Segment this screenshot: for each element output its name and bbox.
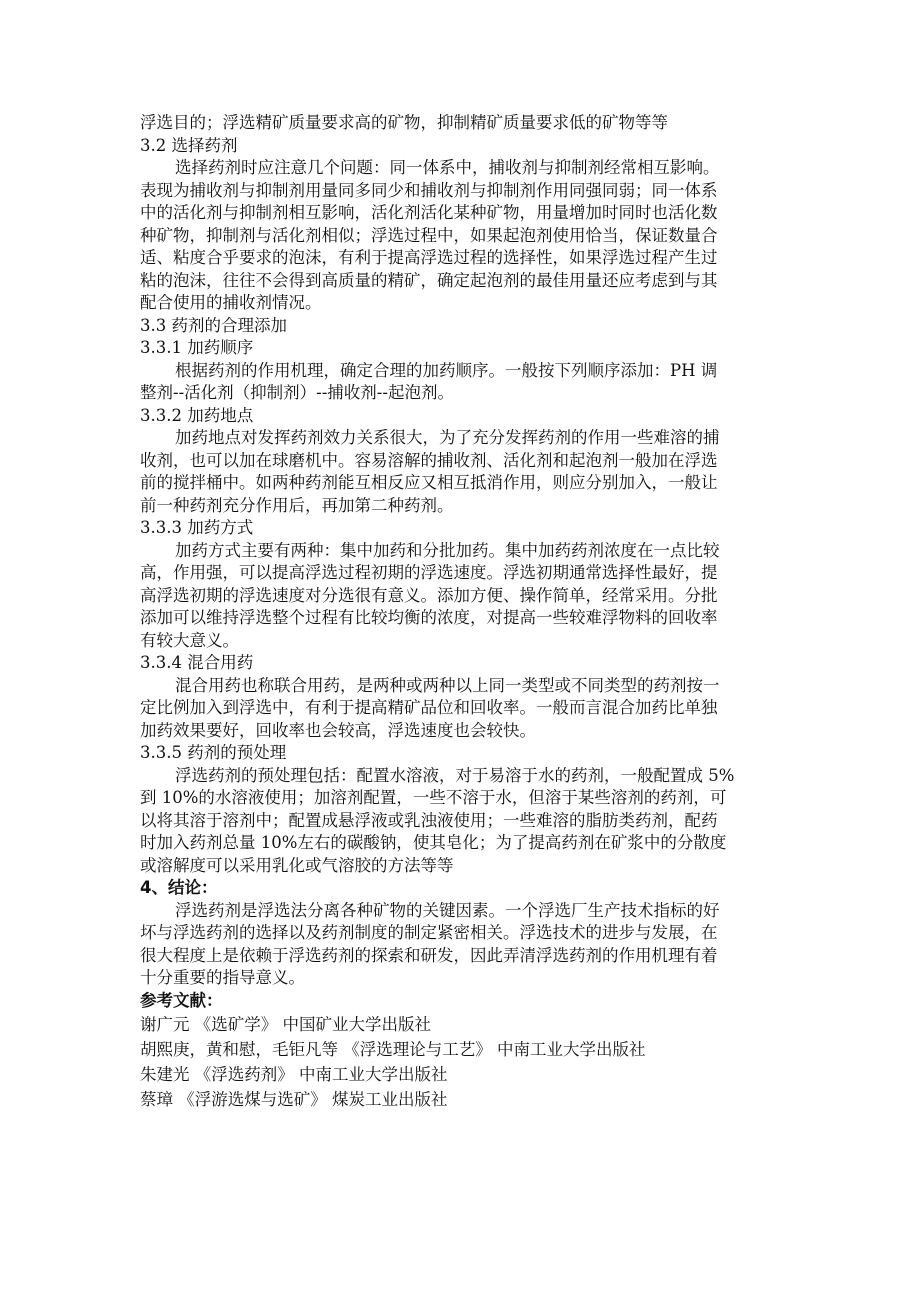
paragraph-line: 时加入药剂总量 10%左右的碳酸钠，使其皂化；为了提高药剂在矿浆中的分散度 [140,833,727,852]
bold-heading: 4、结论： [140,878,218,897]
reference-item: 胡熙庚，黄和慰，毛钜凡等 《浮选理论与工艺》 中南工业大学出版社 [140,1040,646,1059]
bold-heading: 参考文献： [140,990,223,1010]
reference-item: 谢广元 《选矿学》 中国矿业大学出版社 [140,1015,431,1034]
paragraph [140,540,802,653]
section-heading: 3.3.1 加药顺序 [140,338,254,357]
section-heading: 3.3 药剂的合理添加 [140,315,287,335]
paragraph-line: 适、粘度合乎要求的泡沫，有利于提高浮选过程的选择性，如果浮选过程产生过 [140,248,718,267]
document-page [140,112,802,1112]
paragraph [140,157,802,315]
text-line-block [140,112,802,135]
paragraph-line: 十分重要的指导意义。 [140,968,305,987]
paragraph-line: 浮选药剂是浮选法分离各种矿物的关键因素。一个浮选厂生产技术指标的好 [175,900,720,920]
paragraph [140,900,802,990]
paragraph [140,360,802,405]
paragraph-line: 以将其溶于溶剂中；配置成悬浮液或乳浊液使用；一些难溶的脂肪类药剂，配药 [140,810,718,830]
section-heading: 3.2 选择药剂 [140,135,238,155]
paragraph-line: 加药地点对发挥药剂效力关系很大，为了充分发挥药剂的作用一些难溶的捕 [175,428,720,447]
paragraph-line: 加药方式主要有两种：集中加药和分批加药。集中加药药剂浓度在一点比较 [175,540,720,560]
paragraph-line: 很大程度上是依赖于浮选药剂的探索和研发，因此弄清浮选药剂的作用机理有着 [140,945,718,965]
paragraph-line: 前一种药剂充分作用后，再加第二种药剂。 [140,495,454,515]
reference-item: 蔡璋 《浮游选煤与选矿》 煤炭工业出版社 [140,1090,448,1109]
paragraph-line: 高浮选初期的浮选速度对分选很有意义。添加方便、操作简单，经常采用。分批 [140,585,718,605]
paragraph-line: 混合用药也称联合用药，是两种或两种以上同一类型或不同类型的药剂按一 [175,675,720,695]
paragraph-line: 添加可以维持浮选整个过程有比较均衡的浓度，对提高一些较难浮物料的回收率 [140,608,718,627]
paragraph-line: 浮选目的；浮选精矿质量要求高的矿物，抑制精矿质量要求低的矿物等等 [140,113,668,132]
paragraph-line: 粘的泡沫，往往不会得到高质量的精矿，确定起泡剂的最佳用量还应考虑到与其 [140,270,718,290]
section-heading: 3.3.5 药剂的预处理 [140,743,287,762]
paragraph-line: 收剂，也可以加在球磨机中。容易溶解的捕收剂、活化剂和起泡剂一般加在浮选 [140,450,718,470]
paragraph-line: 到 10%的水溶液使用；加溶剂配置，一些不溶于水，但溶于某些溶剂的药剂，可 [140,788,727,807]
paragraph-line: 表现为捕收剂与抑制剂用量同多同少和捕收剂与抑制剂作用同强同弱；同一体系 [140,180,718,200]
paragraph-line: 前的搅拌桶中。如两种药剂能互相反应又相互抵消作用，则应分别加入，一般让 [140,473,718,492]
paragraph [140,427,802,517]
paragraph [140,675,802,743]
section-heading: 3.3.4 混合用药 [140,653,254,672]
paragraph-line: 种矿物，抑制剂与活化剂相似；浮选过程中，如果起泡剂使用恰当，保证数量合 [140,225,718,245]
paragraph-line: 有较大意义。 [140,630,239,650]
paragraph-line: 或溶解度可以采用乳化或气溶胶的方法等等 [140,855,454,875]
paragraph-line: 加药效果要好，回收率也会较高，浮选速度也会较快。 [140,720,536,740]
paragraph-line: 中的活化剂与抑制剂相互影响，活化剂活化某种矿物，用量增加时同时也活化数 [140,203,718,222]
paragraph-line: 坏与浮选药剂的选择以及药剂制度的制定紧密相关。浮选技术的进步与发展，在 [140,923,718,942]
paragraph-line: 整剂--活化剂（抑制剂）--捕收剂--起泡剂。 [140,383,454,402]
paragraph-line: 浮选药剂的预处理包括：配置水溶液，对于易溶于水的药剂，一般配置成 5% [175,765,735,785]
paragraph-line: 高，作用强，可以提高浮选过程初期的浮选速度。浮选初期通常选择性最好，提 [140,563,718,582]
paragraph-line: 定比例加入到浮选中，有利于提高精矿品位和回收率。一般而言混合加药比单独 [140,698,718,717]
paragraph-line: 根据药剂的作用机理，确定合理的加药顺序。一般按下列顺序添加：PH 调 [175,360,718,380]
section-heading: 3.3.3 加药方式 [140,518,254,537]
section-heading: 3.3.2 加药地点 [140,405,254,425]
reference-item: 朱建光 《浮选药剂》 中南工业大学出版社 [140,1065,448,1084]
paragraph-line: 选择药剂时应注意几个问题：同一体系中，捕收剂与抑制剂经常相互影响。 [175,158,720,177]
paragraph-line: 配合使用的捕收剂情况。 [140,293,322,312]
paragraph [140,765,802,878]
